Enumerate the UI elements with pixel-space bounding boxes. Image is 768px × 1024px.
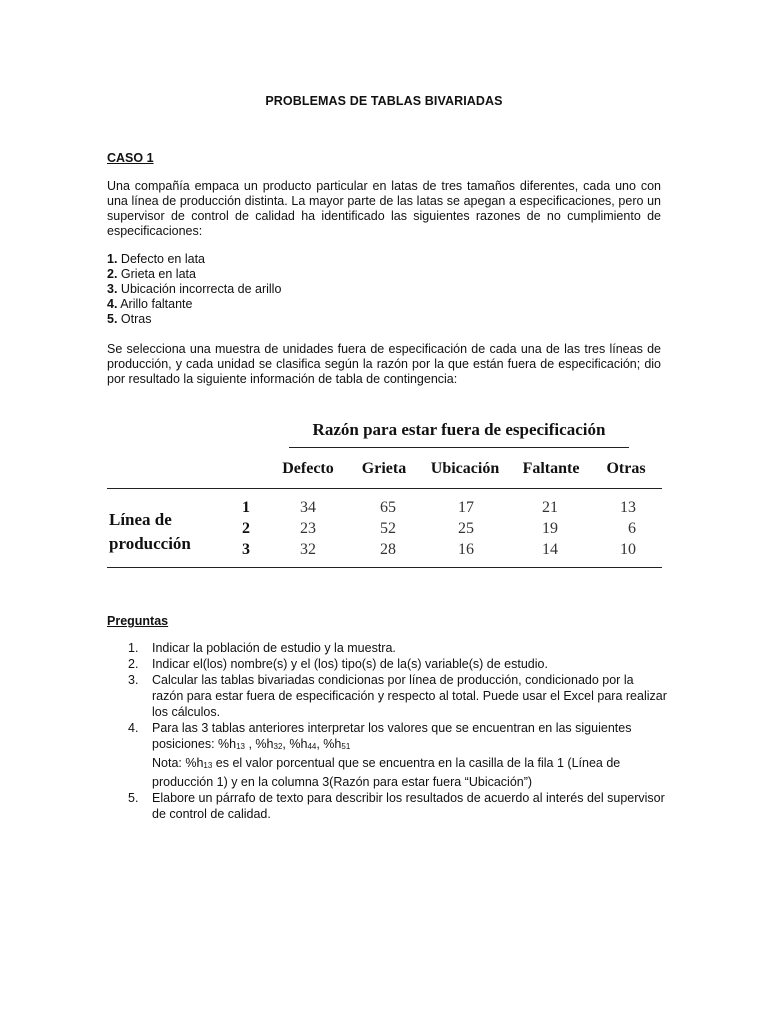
question-number: 1. — [128, 641, 139, 655]
reason-number: 2. — [107, 267, 118, 281]
reason-number: 4. — [107, 297, 118, 311]
row-group-label: Línea de producción — [109, 510, 191, 553]
position-ref: $\%h_{13}$ , — [218, 737, 256, 751]
question-text: Calcular las tablas bivariadas condicionas por línea de producción, condicionado por la razón para estar fuera de especificación y respecto al total. Puede usar el Excel para realizar los cálculos. — [152, 673, 667, 719]
reason-text: Grieta en lata — [117, 267, 196, 281]
question-item — [107, 656, 667, 672]
question-item — [107, 672, 667, 720]
question-text: Indicar la población de estudio y la muestra. — [152, 641, 396, 655]
table-cell: 34 — [300, 499, 316, 516]
case-heading: CASO 1 — [107, 151, 154, 165]
row-number: 1 — [242, 499, 250, 516]
column-header: Defecto — [282, 460, 334, 477]
table-rule-top — [289, 447, 629, 448]
question-number: 3. — [128, 673, 139, 687]
table-title: Razón para estar fuera de especificación — [312, 420, 606, 439]
reason-item — [107, 312, 281, 327]
table-cell: 32 — [300, 541, 316, 558]
table-cell: 6 — [628, 520, 636, 537]
row-number: 3 — [242, 541, 250, 558]
question-text: Para las 3 tablas anteriores interpretar los valores que se encuentran en las siguientes posiciones: — [152, 721, 632, 751]
reason-number: 3. — [107, 282, 118, 296]
reason-number: 5. — [107, 312, 118, 326]
column-header: Ubicación — [430, 460, 500, 477]
reason-item — [107, 282, 281, 297]
question-text: Elabore un párrafo de texto para describir los resultados de acuerdo al interés del supervisor de control de calidad. — [152, 791, 665, 821]
reason-item — [107, 267, 281, 282]
question-number: 2. — [128, 657, 139, 671]
question-text: Indicar el(los) nombre(s) y el (los) tipo(s) de la(s) variable(s) de estudio. — [152, 657, 548, 671]
reason-text: Defecto en lata — [117, 252, 205, 266]
table-cell: 21 — [542, 499, 558, 516]
question-item — [107, 720, 667, 790]
table-cell: 17 — [458, 499, 474, 516]
reason-text: Otras — [117, 312, 152, 326]
reason-text: Ubicación incorrecta de arillo — [117, 282, 282, 296]
table-cell: 25 — [458, 520, 474, 537]
question-item — [107, 640, 667, 656]
question-item — [107, 790, 667, 822]
document-title: PROBLEMAS DE TABLAS BIVARIADAS — [265, 94, 503, 108]
reasons-list — [107, 252, 281, 327]
table-cell: 23 — [300, 520, 316, 537]
row-number: 2 — [242, 520, 250, 537]
table-cell: 52 — [380, 520, 396, 537]
table-cell: 13 — [620, 499, 636, 516]
table-cell: 10 — [620, 541, 636, 558]
reason-item — [107, 252, 281, 267]
table-rule-bottom — [107, 567, 662, 568]
intro-paragraph: Una compañía empaca un producto particular en latas de tres tamaños diferentes, cada uno con una línea de producción distinta. La mayor parte de las latas se apegan a especificaciones, pero un supervisor de control de calidad ha identificado las siguientes razones de no cumplimiento de especificaciones: — [107, 179, 661, 238]
table-cell: 16 — [458, 541, 474, 558]
question-number: 4. — [128, 721, 139, 735]
reason-item — [107, 297, 281, 312]
column-header: Faltante — [522, 460, 580, 477]
position-ref: $\%h_{32}$, — [255, 737, 290, 751]
table-cell: 28 — [380, 541, 396, 558]
sample-paragraph: Se selecciona una muestra de unidades fuera de especificación de cada una de las tres líneas de producción, y cada unidad se clasifica según la razón por la que están fuera de especificación; dio por resultado la siguiente información de tabla de contingencia: — [107, 342, 661, 386]
table-rule-header — [107, 488, 662, 489]
reason-text: Arillo faltante — [117, 297, 193, 311]
table-cell: 65 — [380, 499, 396, 516]
questions-heading: Preguntas — [107, 614, 169, 628]
question-number: 5. — [128, 791, 139, 805]
table-cell: 14 — [542, 541, 558, 558]
position-ref: $\%h_{44}$, — [289, 737, 324, 751]
questions-list — [107, 640, 667, 822]
question-note: Nota: $\%h_{13}$ es el valor porcentual que se encuentra en la casilla de la fila 1 (Línea de producción 1) y en la columna 3(Razón para estar fuera “Ubicación”) — [152, 756, 621, 789]
column-header: Otras — [606, 460, 646, 477]
position-ref: $\%h_{51}$ — [323, 737, 351, 751]
reason-number: 1. — [107, 252, 118, 266]
table-cell: 19 — [542, 520, 558, 537]
column-header: Grieta — [361, 460, 407, 477]
